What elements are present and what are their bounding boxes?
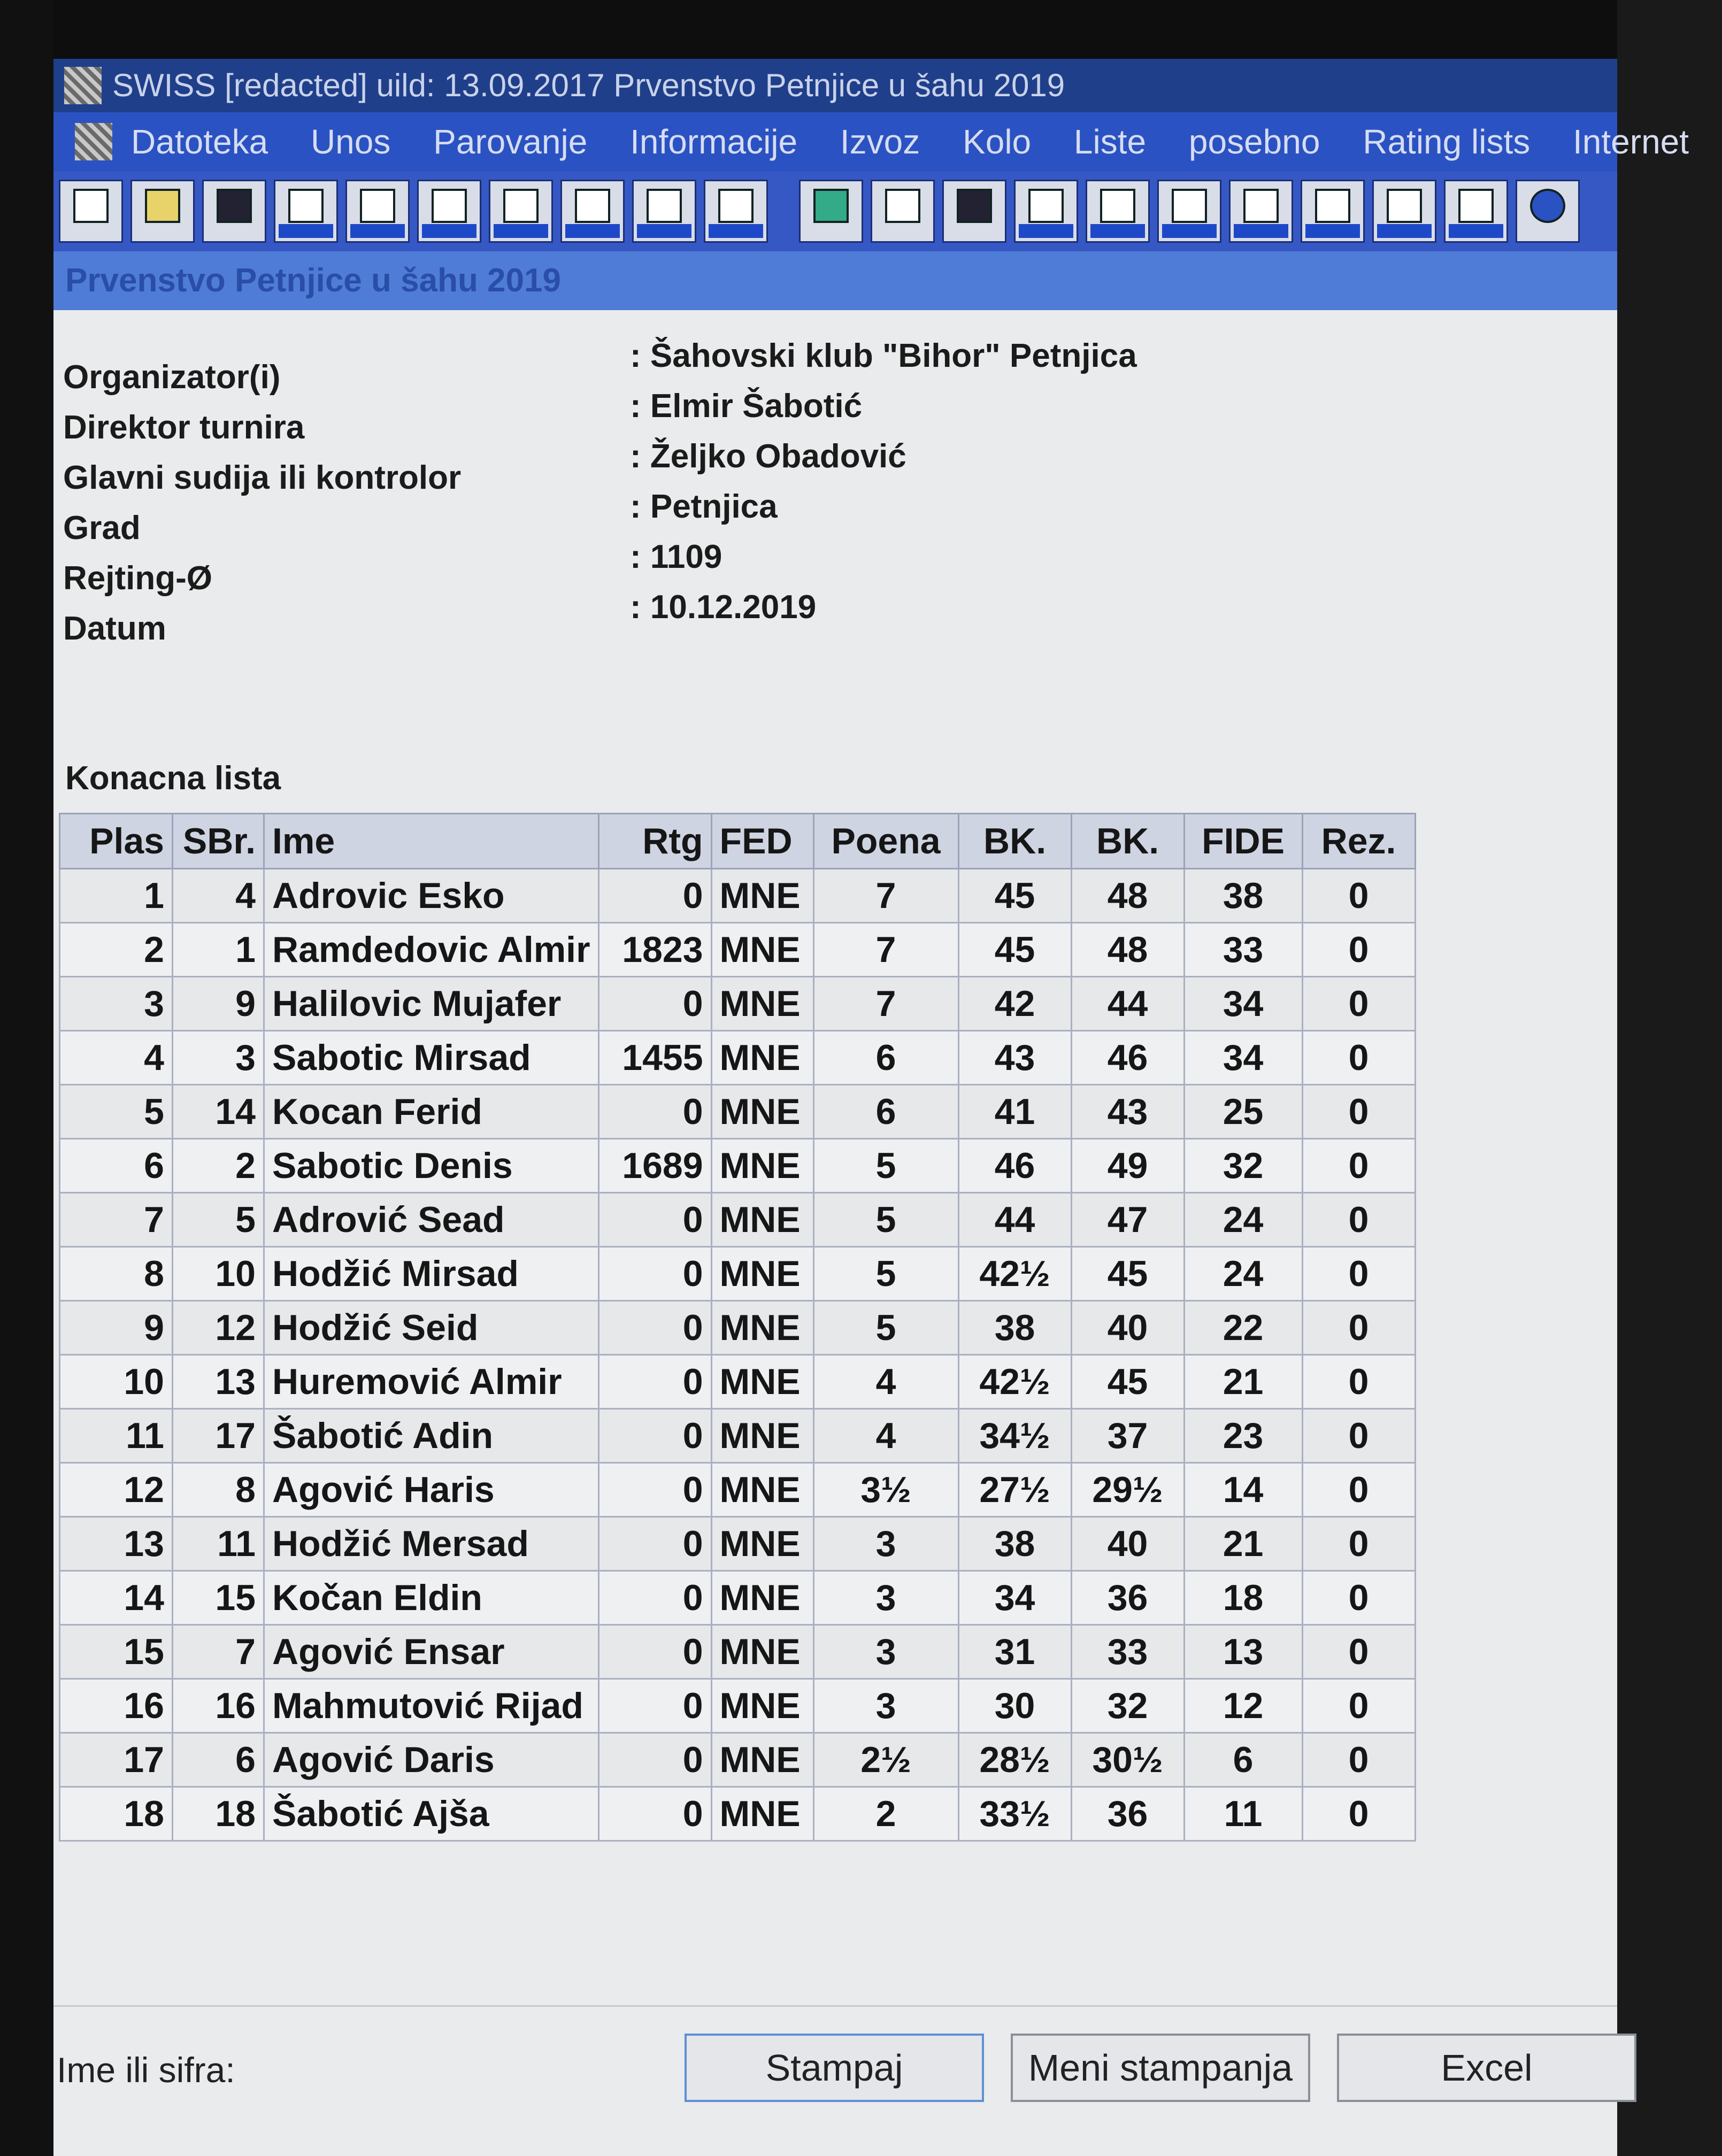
cell-bk2: 36 [1071,1787,1184,1841]
cell-poena: 5 [813,1139,958,1193]
cell-ime: Halilovic Mujafer [264,977,599,1031]
cell-fed: MNE [711,1355,813,1409]
cell-rez: 0 [1302,1787,1415,1841]
cell-fide: 14 [1184,1463,1302,1517]
cell-poena: 3 [813,1625,958,1679]
elo-icon[interactable] [704,180,768,243]
menu-unos[interactable]: Unos [310,122,391,161]
cell-poena: 6 [813,1085,958,1139]
cell-rez: 0 [1302,1139,1415,1193]
cell-fide: 13 [1184,1625,1302,1679]
table-row[interactable] [60,1247,1416,1301]
cell-rez: 0 [1302,1085,1415,1139]
cell-rez: 0 [1302,869,1415,923]
cell-rtg: 0 [598,1625,711,1679]
cell-fide: 6 [1184,1733,1302,1787]
cell-bk2: 45 [1071,1247,1184,1301]
cell-rez: 0 [1302,1733,1415,1787]
cell-rtg: 1689 [598,1139,711,1193]
cell-rez: 0 [1302,1247,1415,1301]
cell-plas: 14 [60,1571,173,1625]
cell-bk1: 31 [958,1625,1071,1679]
table-header-row [60,814,1416,869]
cell-rez: 0 [1302,1679,1415,1733]
cell-rtg: 0 [598,1733,711,1787]
cell-fed: MNE [711,1733,813,1787]
cell-rez: 0 [1302,1409,1415,1463]
cell-sbr: 3 [173,1031,264,1085]
sort-nat-icon[interactable] [1086,180,1150,243]
cell-ime: Kocan Ferid [264,1085,599,1139]
cell-bk1: 38 [958,1301,1071,1355]
table-row[interactable] [60,1625,1416,1679]
cell-poena: 4 [813,1409,958,1463]
cell-poena: 7 [813,869,958,923]
col-sbr[interactable]: SBr. [173,814,264,869]
col-bk1[interactable]: BK. [958,814,1071,869]
menu-informacije[interactable]: Informacije [630,122,798,161]
table-row[interactable] [60,977,1416,1031]
cell-fed: MNE [711,1031,813,1085]
cell-bk1: 44 [958,1193,1071,1247]
menu-izvoz[interactable]: Izvoz [840,122,920,161]
cell-fide: 33 [1184,923,1302,977]
cell-plas: 5 [60,1085,173,1139]
info-value: : Petnjica [630,488,778,525]
cell-sbr: 15 [173,1571,264,1625]
cell-plas: 4 [60,1031,173,1085]
cell-rez: 0 [1302,923,1415,977]
cell-ime: Adrović Sead [264,1193,599,1247]
cell-fed: MNE [711,1247,813,1301]
cell-poena: 2 [813,1787,958,1841]
sp-list-icon[interactable] [417,180,481,243]
cell-plas: 6 [60,1139,173,1193]
cell-poena: 6 [813,1031,958,1085]
table-row[interactable] [60,1571,1416,1625]
cell-fide: 24 [1184,1193,1302,1247]
cell-sbr: 10 [173,1247,264,1301]
section-title: Konacna lista [65,760,281,797]
print-button[interactable]: Stampaj [685,2034,984,2102]
cell-ime: Sabotic Mirsad [264,1031,599,1085]
cell-fide: 18 [1184,1571,1302,1625]
cell-plas: 8 [60,1247,173,1301]
cell-plas: 9 [60,1301,173,1355]
cell-sbr: 5 [173,1193,264,1247]
cell-fide: 34 [1184,977,1302,1031]
cell-bk1: 33½ [958,1787,1071,1841]
table-row[interactable] [60,1085,1416,1139]
cell-sbr: 11 [173,1517,264,1571]
info-value: : 1109 [630,538,722,575]
cell-bk2: 49 [1071,1139,1184,1193]
cell-bk2: 44 [1071,977,1184,1031]
menu-datoteka[interactable]: Datoteka [131,122,268,161]
cell-rtg: 0 [598,1409,711,1463]
cell-ime: Hodžić Mirsad [264,1247,599,1301]
cell-fide: 25 [1184,1085,1302,1139]
col-bk2[interactable]: BK. [1071,814,1184,869]
info-value: : Šahovski klub "Bihor" Petnjica [630,337,1137,374]
info-label: Glavni sudija ili kontrolor [63,459,462,496]
col-poena[interactable]: Poena [813,814,958,869]
info-row [63,589,1347,660]
cell-poena: 5 [813,1301,958,1355]
cell-bk2: 30½ [1071,1733,1184,1787]
menu-bar [53,112,1689,171]
cell-poena: 5 [813,1193,958,1247]
table-row[interactable] [60,1355,1416,1409]
cell-plas: 15 [60,1625,173,1679]
cell-bk2: 48 [1071,869,1184,923]
cell-ime: Hodžić Seid [264,1301,599,1355]
cell-fide: 24 [1184,1247,1302,1301]
cell-bk2: 29½ [1071,1463,1184,1517]
cell-ime: Ramdedovic Almir [264,923,599,977]
starting-list-icon[interactable] [345,180,410,243]
cell-bk1: 38 [958,1517,1071,1571]
cell-bk1: 42 [958,977,1071,1031]
save-file-icon[interactable] [202,180,266,243]
col-fed[interactable]: FED [711,814,813,869]
cell-fed: MNE [711,869,813,923]
cell-bk2: 46 [1071,1031,1184,1085]
cell-ime: Agović Ensar [264,1625,599,1679]
cell-bk2: 33 [1071,1625,1184,1679]
cell-fide: 32 [1184,1139,1302,1193]
cell-plas: 7 [60,1193,173,1247]
cell-ime: Šabotić Adin [264,1409,599,1463]
cell-bk1: 42½ [958,1355,1071,1409]
cell-fide: 34 [1184,1031,1302,1085]
new-file-icon[interactable] [59,180,123,243]
info-label: Rejting-Ø [63,560,212,597]
cell-bk1: 43 [958,1031,1071,1085]
cell-bk2: 40 [1071,1517,1184,1571]
cell-bk1: 45 [958,923,1071,977]
info-label: Datum [63,610,166,647]
info-label: Direktor turnira [63,409,305,446]
bottom-bar [53,2005,1617,2098]
system-menu-icon[interactable] [75,123,112,160]
cell-fide: 12 [1184,1679,1302,1733]
cell-fide: 22 [1184,1301,1302,1355]
cell-sbr: 16 [173,1679,264,1733]
info-label: Grad [63,510,141,546]
app-icon [64,67,102,104]
cell-fed: MNE [711,1085,813,1139]
cell-rtg: 0 [598,977,711,1031]
cell-fed: MNE [711,1139,813,1193]
table-row[interactable] [60,1139,1416,1193]
cell-bk1: 27½ [958,1463,1071,1517]
save-icon[interactable] [942,180,1006,243]
cell-sbr: 18 [173,1787,264,1841]
sort-sp-icon[interactable] [1014,180,1078,243]
tournament-info [63,337,1347,660]
cell-poena: 7 [813,923,958,977]
cell-bk1: 34 [958,1571,1071,1625]
menu-rating-lists[interactable]: Rating lists [1363,122,1531,161]
cell-rez: 0 [1302,1301,1415,1355]
cell-sbr: 13 [173,1355,264,1409]
cell-bk1: 30 [958,1679,1071,1733]
cell-bk1: 46 [958,1139,1071,1193]
cell-bk2: 37 [1071,1409,1184,1463]
cell-ime: Sabotic Denis [264,1139,599,1193]
cell-plas: 16 [60,1679,173,1733]
cell-plas: 12 [60,1463,173,1517]
cell-ime: Kočan Eldin [264,1571,599,1625]
search-label: Ime ili sifra: [57,2050,235,2090]
cell-bk1: 34½ [958,1409,1071,1463]
cell-bk2: 43 [1071,1085,1184,1139]
cell-rez: 0 [1302,1355,1415,1409]
cell-rtg: 0 [598,1301,711,1355]
menu-posebno[interactable]: posebno [1188,122,1320,161]
print-menu-button[interactable]: Meni stampanja [1011,2034,1310,2102]
tournament-icon[interactable] [560,180,625,243]
cell-plas: 13 [60,1517,173,1571]
table-row[interactable] [60,1409,1416,1463]
cell-bk1: 42½ [958,1247,1071,1301]
table-body [60,869,1416,1841]
info-label: Organizator(i) [63,359,281,396]
sort-rank-icon[interactable] [1229,180,1293,243]
cell-poena: 3 [813,1571,958,1625]
spt-list-icon[interactable] [1444,180,1508,243]
cell-rtg: 0 [598,1679,711,1733]
table-row[interactable] [60,1517,1416,1571]
cell-rez: 0 [1302,977,1415,1031]
cell-rtg: 0 [598,1517,711,1571]
cell-fed: MNE [711,923,813,977]
cell-bk2: 36 [1071,1571,1184,1625]
cell-rtg: 0 [598,1355,711,1409]
cell-rez: 0 [1302,1625,1415,1679]
cell-rtg: 0 [598,869,711,923]
pair-a-b-icon[interactable] [274,180,338,243]
monitor-bezel-left [0,0,53,2156]
window-title: SWISS [redacted] uild: 13.09.2017 Prvenstvo Petnjice u šahu 2019 [112,67,1065,103]
cell-fed: MNE [711,1193,813,1247]
table-row[interactable] [60,1301,1416,1355]
cell-rtg: 0 [598,1787,711,1841]
cell-fed: MNE [711,1301,813,1355]
excel-button[interactable]: Excel [1337,2034,1636,2102]
table-row[interactable] [60,1733,1416,1787]
cell-fide: 21 [1184,1517,1302,1571]
table-row[interactable] [60,923,1416,977]
cell-rez: 0 [1302,1031,1415,1085]
cell-sbr: 7 [173,1625,264,1679]
cell-fed: MNE [711,1679,813,1733]
title-bar [53,59,1617,112]
cell-sbr: 17 [173,1409,264,1463]
cell-ime: Agović Daris [264,1733,599,1787]
cell-fed: MNE [711,1409,813,1463]
menu-liste[interactable]: Liste [1073,122,1147,161]
cell-fed: MNE [711,977,813,1031]
cell-rez: 0 [1302,1463,1415,1517]
cell-ime: Šabotić Ajša [264,1787,599,1841]
cell-bk2: 47 [1071,1193,1184,1247]
cell-sbr: 4 [173,869,264,923]
cell-rtg: 0 [598,1193,711,1247]
sort-team-icon[interactable] [1372,180,1436,243]
cell-bk2: 40 [1071,1301,1184,1355]
table-row[interactable] [60,1193,1416,1247]
cell-ime: Huremović Almir [264,1355,599,1409]
cell-rtg: 1455 [598,1031,711,1085]
cell-fed: MNE [711,1625,813,1679]
cell-poena: 2½ [813,1733,958,1787]
table-row[interactable] [60,1031,1416,1085]
cell-plas: 1 [60,869,173,923]
cell-fide: 38 [1184,869,1302,923]
cell-bk1: 28½ [958,1733,1071,1787]
cell-bk2: 48 [1071,923,1184,977]
cell-fide: 11 [1184,1787,1302,1841]
cell-rtg: 1823 [598,923,711,977]
cell-bk1: 45 [958,869,1071,923]
cell-sbr: 2 [173,1139,264,1193]
sort-elo-icon[interactable] [1157,180,1221,243]
export-icon[interactable] [799,180,863,243]
cell-sbr: 14 [173,1085,264,1139]
table-row[interactable] [60,1463,1416,1517]
cell-sbr: 9 [173,977,264,1031]
cell-ime: Hodžić Mersad [264,1517,599,1571]
cell-rtg: 0 [598,1085,711,1139]
cell-rez: 0 [1302,1193,1415,1247]
cell-ime: Agović Haris [264,1463,599,1517]
table-row[interactable] [60,869,1416,923]
round-icon[interactable] [632,180,696,243]
cell-plas: 18 [60,1787,173,1841]
cell-fed: MNE [711,1463,813,1517]
cell-poena: 5 [813,1247,958,1301]
info-icon[interactable] [1516,180,1580,243]
cell-rtg: 0 [598,1463,711,1517]
menu-kolo[interactable]: Kolo [963,122,1032,161]
col-rtg[interactable]: Rtg [598,814,711,869]
cell-ime: Adrovic Esko [264,869,599,923]
cell-fed: MNE [711,1517,813,1571]
tournament-banner [53,251,1617,310]
open-file-icon[interactable] [130,180,195,243]
cell-sbr: 1 [173,923,264,977]
cell-ime: Mahmutović Rijad [264,1679,599,1733]
col-rez[interactable]: Rez. [1302,814,1415,869]
cell-fide: 21 [1184,1355,1302,1409]
info-value: : 10.12.2019 [630,589,817,626]
cell-poena: 3 [813,1517,958,1571]
cell-bk2: 32 [1071,1679,1184,1733]
cell-bk2: 45 [1071,1355,1184,1409]
col-plas[interactable]: Plas [60,814,173,869]
app-window [53,59,1689,2156]
monitor-bezel-top [0,0,1617,64]
col-fide[interactable]: FIDE [1184,814,1302,869]
toolbar [53,171,1617,251]
cell-poena: 3 [813,1679,958,1733]
cell-fide: 23 [1184,1409,1302,1463]
cell-poena: 7 [813,977,958,1031]
cell-rez: 0 [1302,1517,1415,1571]
menu-internet[interactable]: Internet [1573,122,1689,161]
table-row[interactable] [60,1787,1416,1841]
list-icon[interactable] [489,180,553,243]
cell-sbr: 8 [173,1463,264,1517]
cell-plas: 11 [60,1409,173,1463]
standings-table [59,813,1416,1842]
cell-plas: 10 [60,1355,173,1409]
info-value: : Elmir Šabotić [630,388,863,425]
cell-bk1: 41 [958,1085,1071,1139]
cell-sbr: 6 [173,1733,264,1787]
cell-sbr: 12 [173,1301,264,1355]
cell-rez: 0 [1302,1571,1415,1625]
menu-parovanje[interactable]: Parovanje [433,122,588,161]
tournament-title: Prvenstvo Petnjice u šahu 2019 [65,262,561,299]
cell-poena: 4 [813,1355,958,1409]
cell-plas: 3 [60,977,173,1031]
sort-group-icon[interactable] [1301,180,1365,243]
table-row[interactable] [60,1679,1416,1733]
cell-poena: 3½ [813,1463,958,1517]
col-ime[interactable]: Ime [264,814,599,869]
cell-fed: MNE [711,1571,813,1625]
cell-rtg: 0 [598,1571,711,1625]
cell-fed: MNE [711,1787,813,1841]
print-icon[interactable] [871,180,935,243]
cell-plas: 17 [60,1733,173,1787]
info-value: : Željko Obadović [630,438,906,475]
cell-plas: 2 [60,923,173,977]
cell-rtg: 0 [598,1247,711,1301]
